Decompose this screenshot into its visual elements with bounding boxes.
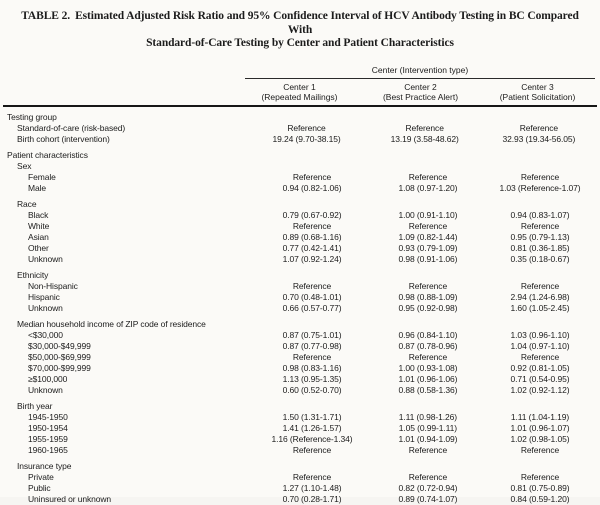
cell-center-2: 0.95 (0.92-0.98)	[398, 302, 458, 313]
title-line2: Standard-of-Care Testing by Center and Patient Characteristics	[146, 37, 454, 49]
table-row	[3, 134, 597, 145]
cell-center-1: 0.70 (0.48-1.01)	[282, 291, 342, 302]
cell-center-1	[245, 199, 369, 210]
row-label: Standard-of-care (risk-based)	[17, 122, 126, 133]
table-row	[3, 232, 597, 243]
cell-center-1: 0.77 (0.42-1.41)	[282, 242, 342, 253]
row-label: Female	[28, 171, 56, 182]
cell-center-3	[481, 161, 597, 172]
column-headers-row	[3, 79, 597, 105]
column-group-header: Center (Intervention type)	[245, 65, 595, 79]
label-column-spacer	[3, 82, 236, 102]
row-label: Median household income of ZIP code of residence	[17, 318, 206, 329]
cell-center-2: Reference	[405, 122, 444, 133]
section-header-row	[3, 270, 597, 281]
cell-center-1	[238, 112, 364, 123]
center-2-name: Center 2	[404, 81, 437, 92]
cell-center-2: 1.11 (0.98-1.26)	[398, 411, 458, 422]
cell-center-1: Reference	[292, 444, 332, 455]
section-header-row	[3, 112, 597, 123]
row-label: Testing group	[7, 111, 57, 122]
cell-center-1: 0.87 (0.77-0.98)	[282, 340, 342, 351]
cell-center-2: Reference	[408, 171, 448, 182]
table-row	[3, 210, 597, 221]
cell-center-3: 2.94 (1.24-6.98)	[510, 291, 570, 302]
cell-center-3: 0.84 (0.59-1.20)	[510, 493, 570, 504]
cell-center-1	[245, 319, 369, 330]
row-label: ≥$100,000	[28, 373, 68, 384]
table-row	[3, 363, 597, 374]
cell-center-1	[245, 401, 369, 412]
cell-center-2	[369, 199, 481, 210]
cell-center-1: 1.41 (1.26-1.57)	[282, 422, 342, 433]
section-header-row	[3, 401, 597, 412]
cell-center-3: 1.11 (1.04-1.19)	[510, 411, 570, 422]
table-row	[3, 281, 597, 292]
cell-center-1: Reference	[287, 122, 326, 133]
section-header-row	[3, 199, 597, 210]
row-label: 1950-1954	[28, 422, 68, 433]
cell-center-1: 1.16 (Reference-1.34)	[271, 433, 353, 444]
cell-center-2: Reference	[408, 220, 448, 231]
cell-center-3	[481, 270, 597, 281]
table-row	[3, 494, 597, 505]
row-label: 1945-1950	[28, 411, 68, 422]
table-row	[3, 445, 597, 456]
cell-center-2: 0.98 (0.88-1.09)	[398, 291, 458, 302]
table-row	[3, 483, 597, 494]
center-3-name: Center 3	[521, 81, 554, 92]
row-label: Ethnicity	[17, 269, 49, 280]
cell-center-1: 1.13 (0.95-1.35)	[282, 373, 342, 384]
cell-center-3: 0.81 (0.36-1.85)	[510, 242, 570, 253]
table-number: TABLE 2.	[21, 10, 71, 22]
cell-center-3	[481, 199, 597, 210]
cell-center-2: Reference	[408, 351, 448, 362]
row-label: Private	[28, 471, 54, 482]
cell-center-1	[245, 161, 369, 172]
cell-center-1: 0.87 (0.75-1.01)	[282, 329, 342, 340]
cell-center-3: 0.81 (0.75-0.89)	[510, 482, 570, 493]
table-row	[3, 352, 597, 363]
row-label: Birth year	[17, 400, 53, 411]
cell-center-2: 0.82 (0.72-0.94)	[398, 482, 458, 493]
cell-center-3: Reference	[520, 171, 560, 182]
cell-center-1: 1.07 (0.92-1.24)	[282, 253, 342, 264]
row-label: Asian	[28, 231, 49, 242]
table-row	[3, 243, 597, 254]
section-header-row	[3, 319, 597, 330]
cell-center-3	[479, 112, 597, 123]
cell-center-1: 0.94 (0.82-1.06)	[282, 182, 342, 193]
cell-center-2: 1.05 (0.99-1.11)	[398, 422, 458, 433]
cell-center-1: Reference	[292, 471, 332, 482]
cell-center-1: 0.98 (0.83-1.16)	[282, 362, 342, 373]
section-header-row	[3, 161, 597, 172]
table-row	[3, 423, 597, 434]
section-header-row	[3, 461, 597, 472]
cell-center-1: 0.79 (0.67-0.92)	[282, 209, 342, 220]
cell-center-2: 1.09 (0.82-1.44)	[398, 231, 458, 242]
table-row	[3, 330, 597, 341]
cell-center-2: 1.01 (0.96-1.06)	[398, 373, 458, 384]
table-row	[3, 183, 597, 194]
row-label: Non-Hispanic	[28, 280, 78, 291]
table-row	[3, 472, 597, 483]
cell-center-2	[365, 150, 479, 161]
row-label: $70,000-$99,999	[28, 362, 91, 373]
row-label: Other	[28, 242, 49, 253]
table-row	[3, 412, 597, 423]
row-label: Insurance type	[17, 460, 72, 471]
cell-center-2: 0.88 (0.58-1.36)	[398, 384, 458, 395]
cell-center-2: Reference	[408, 471, 448, 482]
center-2-intervention: (Best Practice Alert)	[382, 91, 459, 102]
table-row	[3, 123, 597, 134]
cell-center-3: 0.94 (0.83-1.07)	[510, 209, 570, 220]
row-label: $30,000-$49,999	[28, 340, 91, 351]
cell-center-3: 32.93 (19.34-56.05)	[502, 133, 576, 144]
cell-center-3	[481, 461, 597, 472]
cell-center-1: 0.89 (0.68-1.16)	[282, 231, 342, 242]
cell-center-2: 0.87 (0.78-0.96)	[398, 340, 458, 351]
cell-center-3: 0.95 (0.79-1.13)	[510, 231, 570, 242]
cell-center-3	[481, 401, 597, 412]
row-label: Uninsured or unknown	[28, 493, 112, 504]
title-line1: Estimated Adjusted Risk Ratio and 95% Confidence Interval of HCV Antibody Testing in BC Compared With	[75, 10, 579, 36]
row-label: Sex	[17, 160, 32, 171]
row-label: <$30,000	[28, 329, 63, 340]
row-label: Race	[17, 198, 37, 209]
cell-center-2: 0.96 (0.84-1.10)	[398, 329, 458, 340]
cell-center-3: Reference	[520, 471, 560, 482]
row-label: $50,000-$69,999	[28, 351, 91, 362]
row-label: Male	[28, 182, 47, 193]
row-label: Hispanic	[28, 291, 60, 302]
table-row	[3, 221, 597, 232]
cell-center-1	[245, 461, 369, 472]
cell-center-1: Reference	[292, 280, 332, 291]
cell-center-3: 1.02 (0.92-1.12)	[510, 384, 570, 395]
cell-center-2: 1.08 (0.97-1.20)	[398, 182, 458, 193]
cell-center-3: 1.03 (Reference-1.07)	[499, 182, 581, 193]
row-label: Unknown	[28, 253, 63, 264]
cell-center-2	[365, 112, 479, 123]
cell-center-1: 1.50 (1.31-1.71)	[282, 411, 342, 422]
row-label: 1960-1965	[28, 444, 68, 455]
cell-center-2	[369, 270, 481, 281]
cell-center-2: 13.19 (3.58-48.62)	[390, 133, 459, 144]
cell-center-3: Reference	[520, 220, 560, 231]
cell-center-3: 1.04 (0.97-1.10)	[510, 340, 570, 351]
cell-center-1	[245, 270, 369, 281]
cell-center-2: Reference	[408, 280, 448, 291]
cell-center-2: 0.93 (0.79-1.09)	[398, 242, 458, 253]
column-header-center-2	[363, 82, 478, 102]
cell-center-3	[479, 150, 597, 161]
row-label: Patient characteristics	[7, 149, 88, 160]
table-title	[21, 10, 579, 51]
cell-center-3: Reference	[520, 280, 560, 291]
cell-center-1: Reference	[292, 171, 332, 182]
cell-center-2: 0.98 (0.91-1.06)	[398, 253, 458, 264]
cell-center-2: 1.01 (0.94-1.09)	[398, 433, 458, 444]
center-3-intervention: (Patient Solicitation)	[499, 91, 576, 102]
table-row	[3, 292, 597, 303]
cell-center-3: 1.03 (0.96-1.10)	[510, 329, 570, 340]
cell-center-3: 0.35 (0.18-0.67)	[510, 253, 570, 264]
center-1-intervention: (Repeated Mailings)	[261, 91, 338, 102]
cell-center-1	[238, 150, 364, 161]
cell-center-2: 1.00 (0.93-1.08)	[398, 362, 458, 373]
cell-center-3: Reference	[520, 444, 560, 455]
cell-center-3: 0.71 (0.54-0.95)	[510, 373, 570, 384]
table-row	[3, 254, 597, 265]
cell-center-1: 0.66 (0.57-0.77)	[282, 302, 342, 313]
cell-center-1: Reference	[292, 220, 332, 231]
row-label: Unknown	[28, 384, 63, 395]
table-row	[3, 374, 597, 385]
cell-center-2: 0.89 (0.74-1.07)	[398, 493, 458, 504]
row-label: 1955-1959	[28, 433, 68, 444]
cell-center-1: 0.60 (0.52-0.70)	[282, 384, 342, 395]
column-header-center-3	[478, 82, 597, 102]
table-row	[3, 172, 597, 183]
table-row	[3, 434, 597, 445]
cell-center-2	[369, 161, 481, 172]
cell-center-1: 19.24 (9.70-38.15)	[272, 133, 341, 144]
cell-center-3	[481, 319, 597, 330]
table-row	[3, 385, 597, 396]
cell-center-1: 0.70 (0.28-1.71)	[282, 493, 342, 504]
cell-center-2	[369, 461, 481, 472]
column-header-center-1	[236, 82, 363, 102]
section-header-row	[3, 150, 597, 161]
cell-center-2	[369, 319, 481, 330]
cell-center-1: 1.27 (1.10-1.48)	[282, 482, 342, 493]
row-label: Black	[28, 209, 49, 220]
cell-center-2: Reference	[408, 444, 448, 455]
row-label: Birth cohort (intervention)	[17, 133, 110, 144]
cell-center-1: Reference	[292, 351, 332, 362]
row-label: White	[28, 220, 50, 231]
table-body	[3, 107, 597, 505]
cell-center-3: Reference	[520, 351, 560, 362]
table-row	[3, 341, 597, 352]
cell-center-2: 1.00 (0.91-1.10)	[398, 209, 458, 220]
cell-center-3: Reference	[519, 122, 559, 133]
cell-center-3: 0.92 (0.81-1.05)	[510, 362, 570, 373]
table-row	[3, 303, 597, 314]
center-1-name: Center 1	[283, 81, 316, 92]
row-label: Unknown	[28, 302, 63, 313]
cell-center-3: 1.60 (1.05-2.45)	[510, 302, 570, 313]
cell-center-3: 1.02 (0.98-1.05)	[510, 433, 570, 444]
cell-center-2	[369, 401, 481, 412]
cell-center-3: 1.01 (0.96-1.07)	[510, 422, 570, 433]
row-label: Public	[28, 482, 51, 493]
